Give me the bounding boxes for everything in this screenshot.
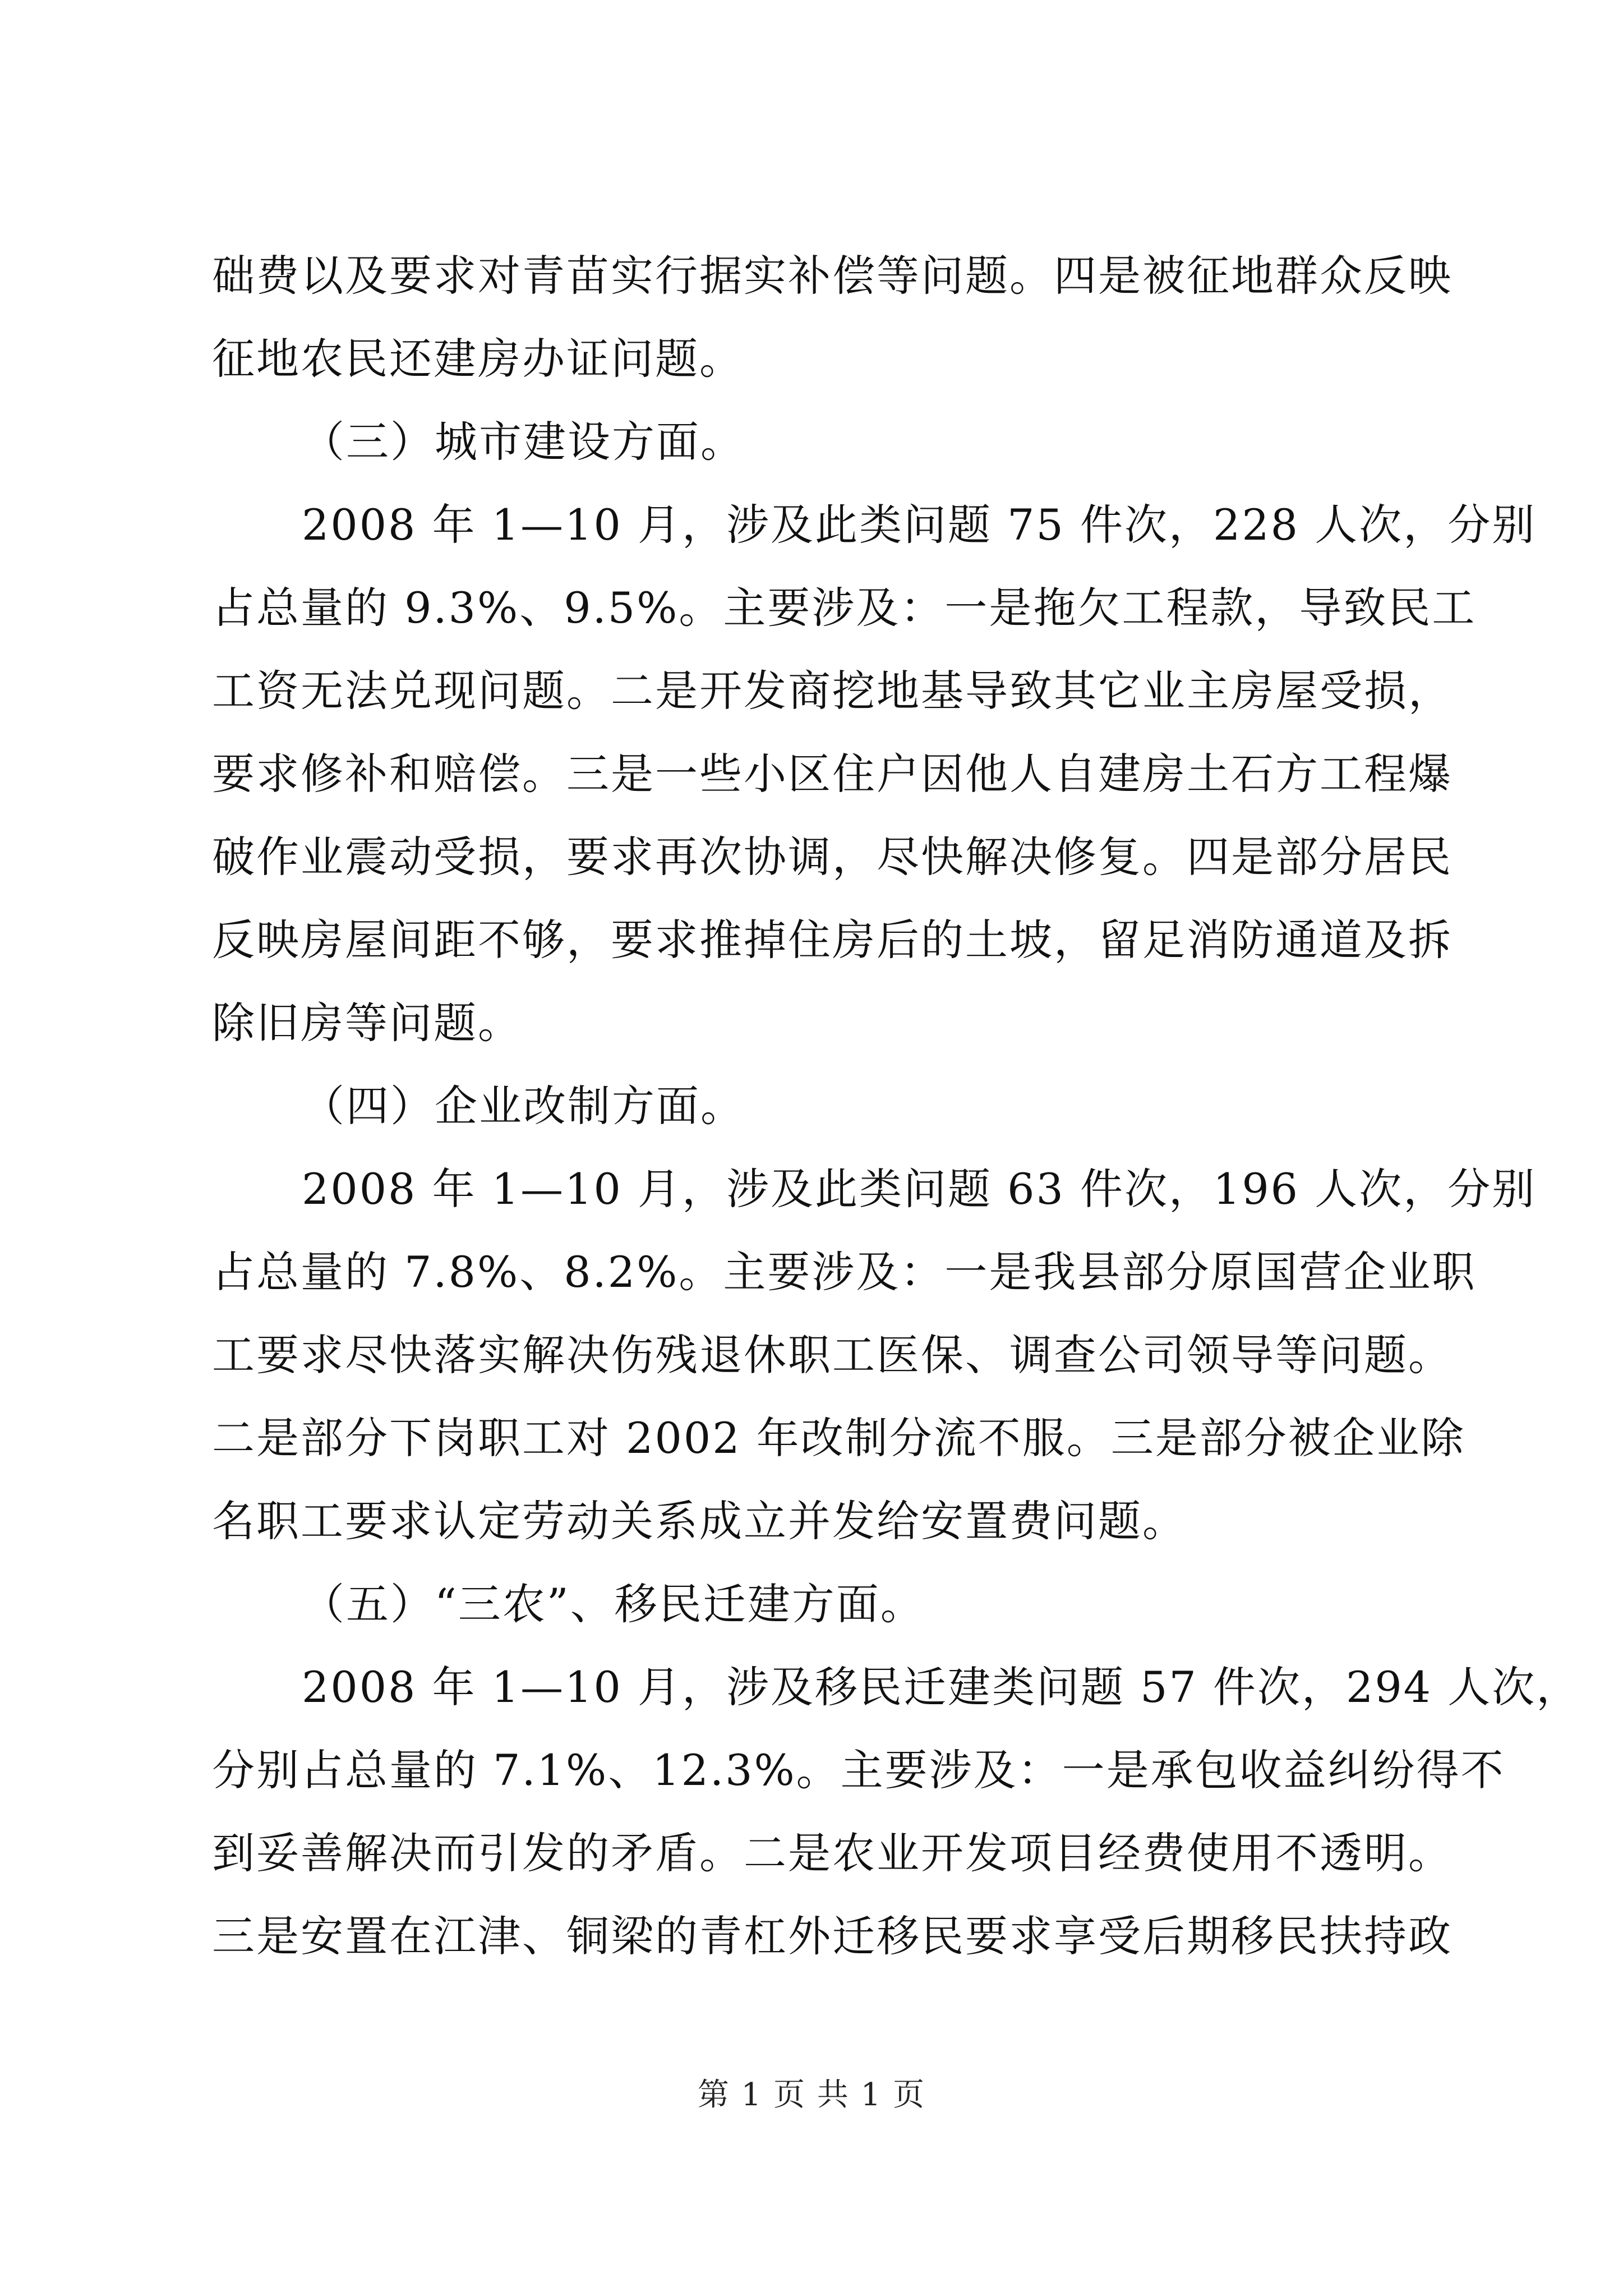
- section-heading-urban-construction: （三）城市建设方面。: [302, 417, 745, 467]
- body-line: 除旧房等问题。: [212, 998, 522, 1048]
- section-heading-enterprise-reform: （四）企业改制方面。: [302, 1081, 745, 1131]
- body-line: 三是安置在江津、铜梁的青杠外迁移民要求享受后期移民扶持政: [212, 1911, 1453, 1961]
- body-line: 到妥善解决而引发的矛盾。二是农业开发项目经费使用不透明。: [212, 1828, 1453, 1878]
- body-line: 征地农民还建房办证问题。: [212, 334, 744, 384]
- body-line: 占总量的 9.3%、9.5%。主要涉及：一是拖欠工程款，导致民工: [212, 583, 1477, 633]
- paragraph-first-line: 2008 年 1—10 月，涉及此类问题 63 件次，196 人次，分别: [302, 1164, 1537, 1214]
- body-line: 占总量的 7.8%、8.2%。主要涉及：一是我县部分原国营企业职: [212, 1247, 1477, 1297]
- body-line: 二是部分下岗职工对 2002 年改制分流不服。三是部分被企业除: [212, 1413, 1465, 1463]
- body-line: 名职工要求认定劳动关系成立并发给安置费问题。: [212, 1496, 1187, 1546]
- section-heading-agriculture-migration: （五）“三农”、移民迁建方面。: [302, 1579, 925, 1629]
- body-line: 要求修补和赔偿。三是一些小区住户因他人自建房土石方工程爆: [212, 749, 1453, 799]
- paragraph-first-line: 2008 年 1—10 月，涉及移民迁建类问题 57 件次，294 人次，: [302, 1662, 1581, 1712]
- body-line: 工资无法兑现问题。二是开发商挖地基导致其它业主房屋受损，: [212, 666, 1453, 716]
- body-line: 分别占总量的 7.1%、12.3%。主要涉及：一是承包收益纠纷得不: [212, 1745, 1505, 1795]
- body-line: 础费以及要求对青苗实行据实补偿等问题。四是被征地群众反映: [212, 251, 1453, 301]
- document-body: [212, 234, 1581, 1978]
- body-line: 破作业震动受损，要求再次协调，尽快解决修复。四是部分居民: [212, 832, 1453, 882]
- body-line: 反映房屋间距不够，要求推掉住房后的土坡，留足消防通道及拆: [212, 915, 1453, 965]
- page-number-footer: 第 1 页 共 1 页: [697, 2077, 926, 2113]
- body-line: 工要求尽快落实解决伤残退休职工医保、调查公司领导等问题。: [212, 1330, 1453, 1380]
- paragraph-first-line: 2008 年 1—10 月，涉及此类问题 75 件次，228 人次，分别: [302, 500, 1537, 550]
